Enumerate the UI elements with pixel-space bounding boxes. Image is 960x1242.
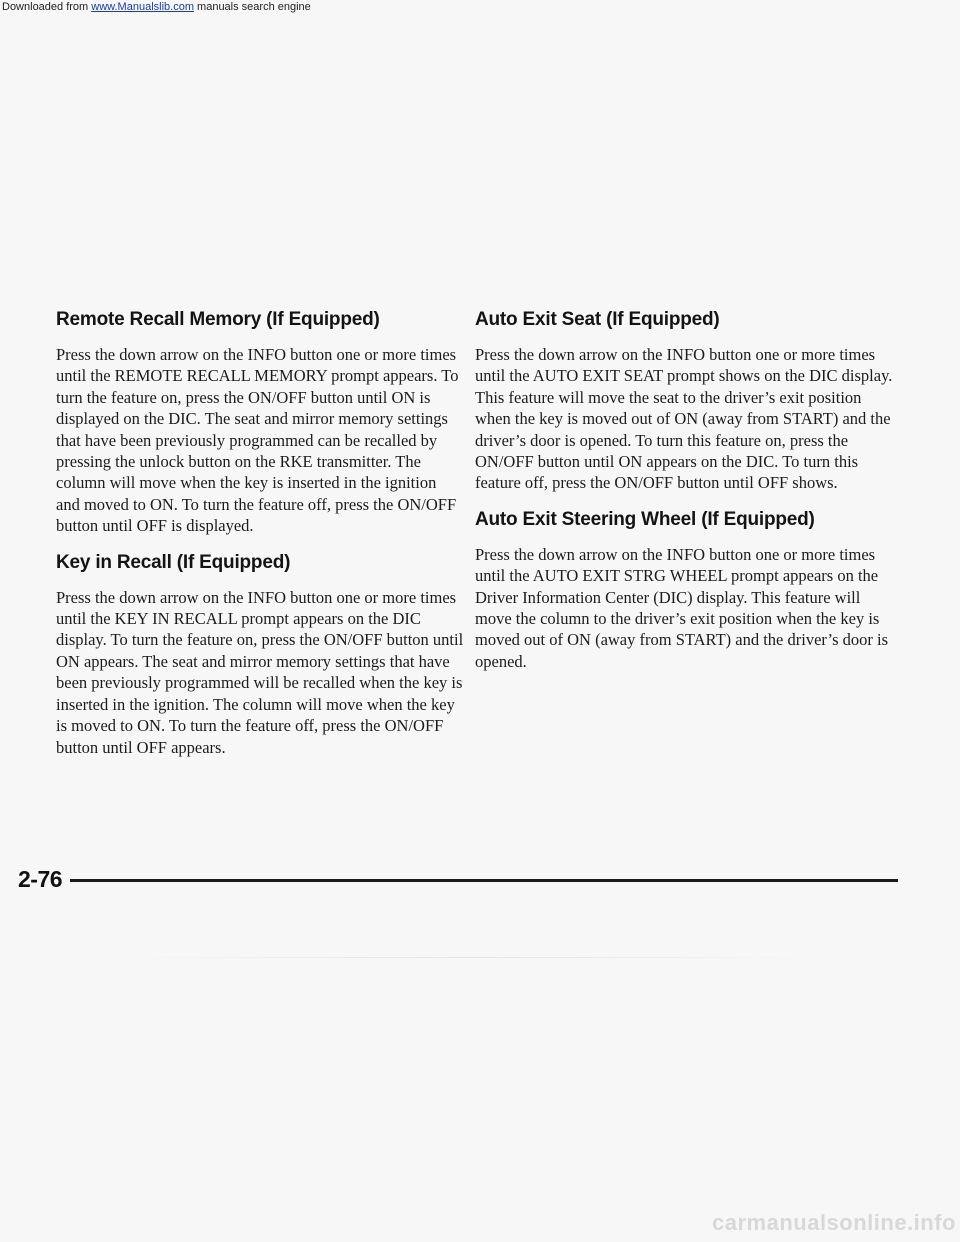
page-footer [18, 862, 898, 896]
section-remote-recall-memory [56, 308, 464, 537]
section-key-in-recall [56, 551, 464, 758]
section-body: Press the down arrow on the INFO button one or more times until the AUTO EXIT SEAT prompt shows on the DIC display. This feature will move the seat to the driver’s exit position when the key is moved out of ON (away from START) and the driver’s door is opened. To turn this feature on, press the ON/OFF button until ON appears on the DIC. To turn this feature off, press the ON/OFF button until OFF shows. [475, 345, 893, 493]
page-number: 2-76 [18, 865, 63, 892]
section-body: Press the down arrow on the INFO button one or more times until the AUTO EXIT STRG WHEEL prompt appears on the Driver Information Center (DIC) display. This feature will move the column to the driver’s exit position when the key is moved out of ON (away from START) and the driver’s door is opened. [475, 544, 889, 671]
section-auto-exit-seat [475, 308, 895, 494]
manualslib-link[interactable]: www.Manualslib.com [91, 1, 194, 13]
left-column [56, 308, 464, 772]
section-heading: Key in Recall (If Equipped) [56, 551, 291, 573]
watermark: carmanualsonline.info [712, 1210, 956, 1235]
section-heading: Remote Recall Memory (If Equipped) [56, 309, 380, 330]
banner-suffix: manuals search engine [193, 1, 311, 13]
footer-rule [70, 879, 898, 882]
download-banner [0, 0, 960, 16]
scan-artifact-line [120, 957, 820, 958]
section-body: Press the down arrow on the INFO button one or more times until the KEY IN RECALL prompt appears on the DIC display. To turn the feature on, press the ON/OFF button until ON appears. The seat and mirror memory settings that have been previously programmed will be recalled when the key is inserted in the ignition. The column will move when the key is moved to ON. To turn the feature off, press the ON/OFF button until OFF appears. [56, 587, 464, 757]
section-heading: Auto Exit Seat (If Equipped) [475, 309, 720, 330]
banner-prefix: Downloaded from [2, 1, 92, 13]
right-column [475, 308, 895, 686]
section-body: Press the down arrow on the INFO button one or more times until the REMOTE RECALL MEMORY prompt appears. To turn the feature on, press the ON/OFF button until ON is displayed on the DIC. The seat and mirror memory settings that have been previously programmed can be recalled by pressing the unlock button on the RKE transmitter. The column will move when the key is inserted in the ignition and moved to ON. To turn the feature off, press the ON/OFF button until OFF is displayed. [56, 345, 459, 536]
section-auto-exit-steering-wheel [475, 508, 895, 672]
section-heading: Auto Exit Steering Wheel (If Equipped) [475, 508, 815, 530]
